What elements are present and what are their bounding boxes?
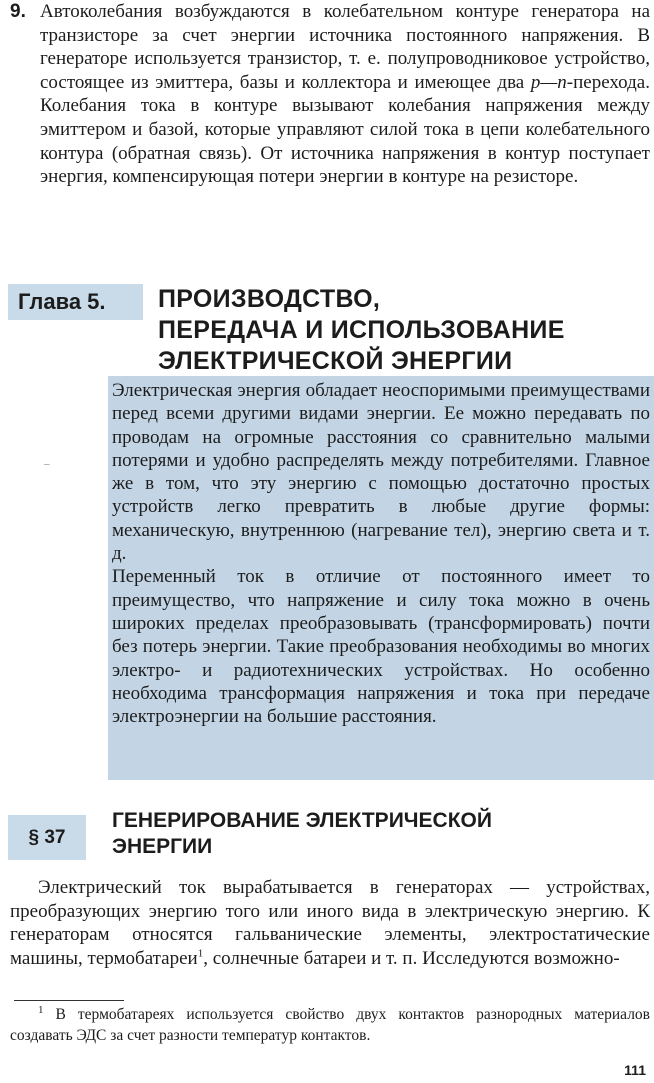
problem-9 xyxy=(10,0,650,189)
margin-mark: – xyxy=(44,458,50,470)
section-paragraph: Электрический ток вырабатывается в генераторах — устройствах, преобразующих энергию того или иного вида в электрическую энергию. К генераторам относятся гальванические элементы, электростатические машины, термобатареи$^1$, солнечные батареи и т. п. Исследуются возможно- xyxy=(10,877,650,969)
chapter-title xyxy=(158,284,565,377)
chapter-title-line: ПРОИЗВОДСТВО, xyxy=(158,285,381,313)
section-number: § 37 xyxy=(8,815,86,860)
chapter-title-line: ПЕРЕДАЧА И ИСПОЛЬЗОВАНИЕ xyxy=(158,316,565,344)
footnote: $^1$ В термобатареях используется свойство двух контактов разнородных материалов создавать ЭДС за счет разности температур контактов. xyxy=(10,1003,650,1044)
intro-paragraph: Электрическая энергия обладает неоспоримыми преимуществами перед всеми другими видами энергии. Ее можно передавать по проводам на огромные расстояния со сравнительно малыми потерями и удобно распределять между потребителями. Главное же в том, что эту энергию с помощью достаточно простых устройств легко превратить в любые другие формы: механическую, внутреннюю (нагревание тел), энергию света и т. д. xyxy=(112,380,650,565)
footnote-ref: 1 xyxy=(197,947,204,960)
chapter-label: Глава 5. xyxy=(8,284,143,320)
section-title-line: ГЕНЕРИРОВАНИЕ ЭЛЕКТРИЧЕСКОЙ xyxy=(112,809,492,832)
chapter-title-line: ЭЛЕКТРИЧЕСКОЙ ЭНЕРГИИ xyxy=(158,347,513,375)
pn-term: p—n xyxy=(530,71,567,93)
problem-number: 9. xyxy=(10,1,26,22)
footnote-mark: 1 xyxy=(38,1003,44,1016)
page-number: 111 xyxy=(624,1062,646,1078)
footnote-divider xyxy=(14,1000,124,1001)
chapter-intro xyxy=(112,379,650,728)
intro-paragraph: Переменный ток в отличие от постоянного имеет то преимущество, что напряжение и силу тока можно в очень широких пределах преобразовывать (трансформировать) почти без потерь энергии. Такие преобразования необходимы во многих электро- и радиотехнических устройствах. Но особенно необходима трансформация напряжения и тока при передаче электроэнергии на большие расстояния. xyxy=(112,566,650,728)
section-title-line: ЭНЕРГИИ xyxy=(112,835,213,858)
problem-9-text: Автоколебания возбуждаются в колебательном контуре генератора на транзисторе за счет энергии источника постоянного напряжения. В генераторе используется транзистор, т. е. полупроводниковое устройство, состоящее из эмиттера, базы и коллектора и имеющее два p—n-перехода. Колебания тока в контуре вызывают колебания напряжения между эмиттером и базой, которые управляют силой тока в цепи колебательного контура (обратная связь). От источника напряжения в контур поступает энергия, компенсирующая потери энергии в контуре на резисторе. xyxy=(40,1,650,188)
section-title xyxy=(112,808,492,860)
